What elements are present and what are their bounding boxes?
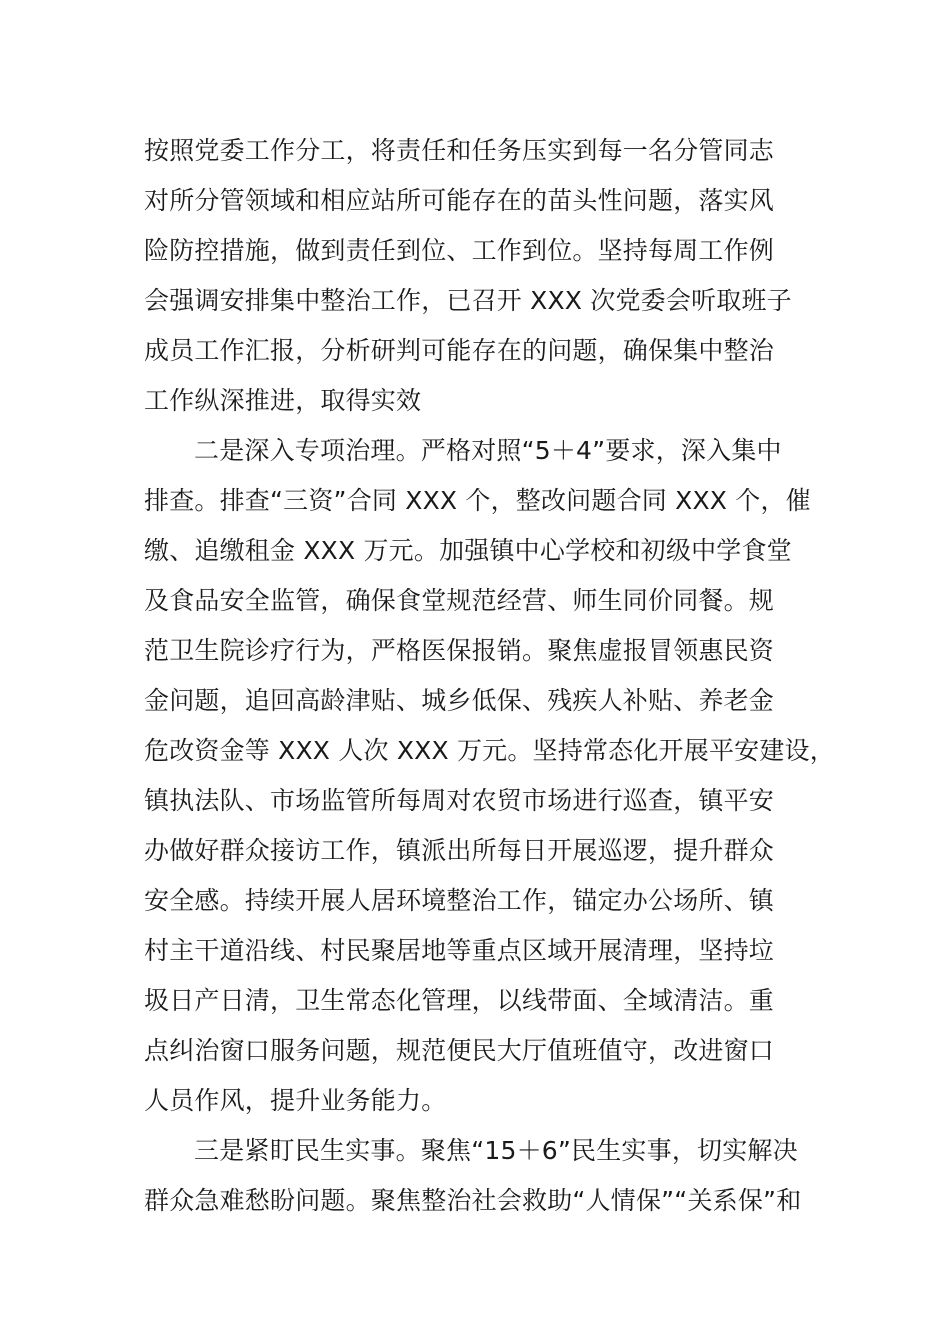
text-line: 圾日产日清，卫生常态化管理，以线带面、全域清洁。重 [144, 986, 775, 1015]
text-line: 对所分管领域和相应站所可能存在的苗头性问题，落实风 [144, 186, 775, 215]
text-line: 险防控措施，做到责任到位、工作到位。坚持每周工作例 [144, 236, 775, 265]
text-line: 及食品安全监管，确保食堂规范经营、师生同价同餐。规 [144, 586, 775, 615]
text-line: 按照党委工作分工，将责任和任务压实到每一名分管同志 [144, 136, 775, 165]
text-line: 成员工作汇报，分析研判可能存在的问题，确保集中整治 [144, 336, 775, 365]
text-line: 点纠治窗口服务问题，规范便民大厅值班值守，改进窗口 [144, 1036, 775, 1065]
text-line: 村主干道沿线、村民聚居地等重点区域开展清理，坚持垃 [144, 936, 775, 965]
text-line: 金问题，追回高龄津贴、城乡低保、残疾人补贴、养老金 [144, 686, 775, 715]
text-line: 工作纵深推进，取得实效 [144, 386, 422, 415]
text-line: 镇执法队、市场监管所每周对农贸市场进行巡查，镇平安 [144, 786, 775, 815]
text-line: 排查。排查“三资”合同 XXX 个，整改问题合同 XXX 个，催 [144, 486, 811, 515]
document-body [144, 126, 844, 1226]
text-line: 危改资金等 XXX 人次 XXX 万元。坚持常态化开展平安建设， [144, 736, 835, 765]
paragraph-start-line: 二是深入专项治理。严格对照“5＋4”要求，深入集中 [194, 436, 782, 465]
text-line: 会强调安排集中整治工作，已召开 XXX 次党委会听取班子 [144, 286, 792, 315]
text-line: 安全感。持续开展人居环境整治工作，锚定办公场所、镇 [144, 886, 775, 915]
text-line: 缴、追缴租金 XXX 万元。加强镇中心学校和初级中学食堂 [144, 536, 792, 565]
text-line: 办做好群众接访工作，镇派出所每日开展巡逻，提升群众 [144, 836, 775, 865]
text-line: 群众急难愁盼问题。聚焦整治社会救助“人情保”“关系保”和 [144, 1186, 802, 1215]
paragraph-start-line: 三是紧盯民生实事。聚焦“15＋6”民生实事，切实解决 [194, 1136, 798, 1165]
text-line: 范卫生院诊疗行为，严格医保报销。聚焦虚报冒领惠民资 [144, 636, 775, 665]
text-line: 人员作风，提升业务能力。 [144, 1086, 447, 1115]
